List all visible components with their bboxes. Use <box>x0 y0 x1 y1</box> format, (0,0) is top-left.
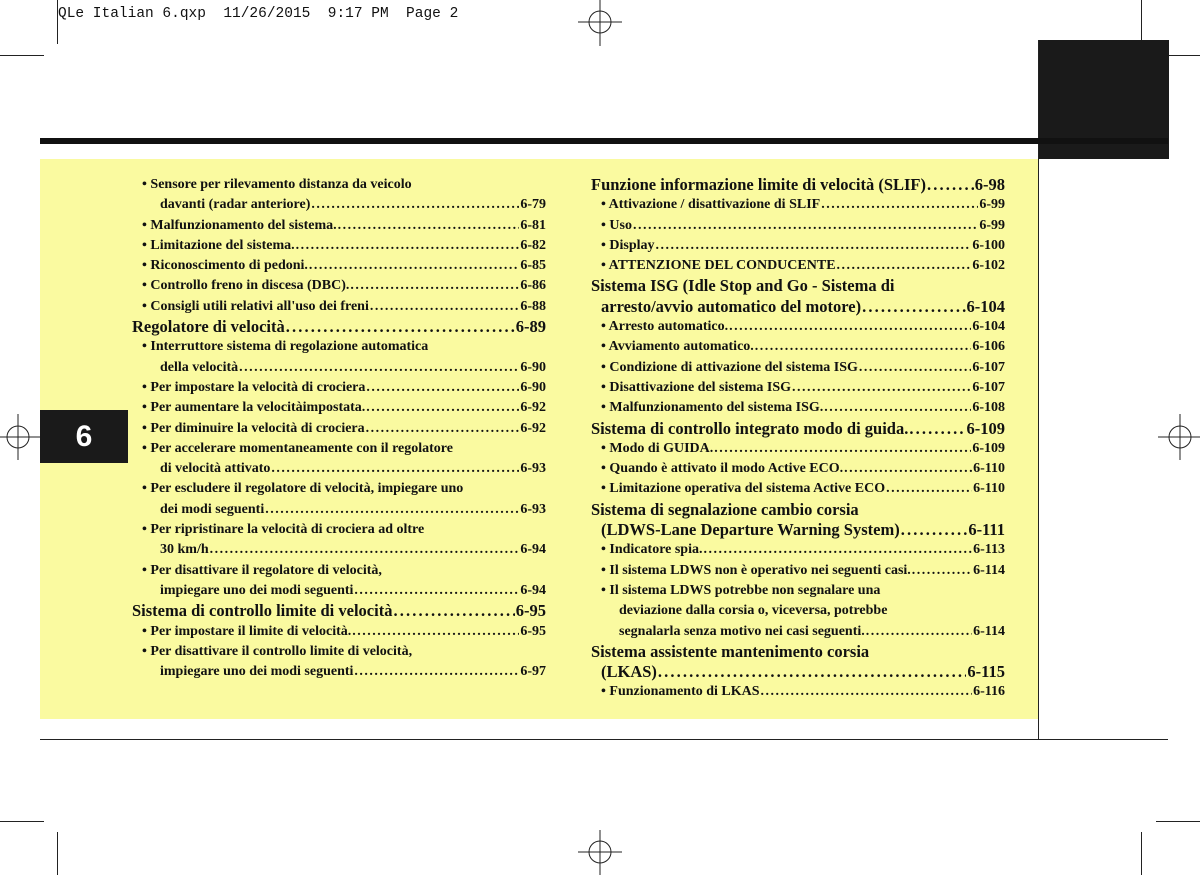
toc-heading-line: Sistema ISG (Idle Stop and Go - Sistema di <box>591 276 895 296</box>
registration-mark <box>570 0 630 50</box>
toc-page-number: 6-99 <box>979 197 1005 213</box>
toc-page-number: 6-94 <box>520 582 546 598</box>
chapter-tab <box>40 410 128 463</box>
toc-entry-title: • Per impostare il limite di velocità. <box>142 623 352 639</box>
toc-page-number: 6-81 <box>520 217 546 233</box>
toc-page-number: 6-114 <box>973 562 1005 578</box>
toc-page-number: 6-109 <box>966 418 1005 438</box>
registration-mark <box>570 828 630 875</box>
toc-page-number: 6-104 <box>966 296 1005 316</box>
toc-entry-title: 30 km/h <box>160 542 209 558</box>
toc-entry-line: deviazione dalla corsia o, viceversa, potrebbe <box>619 603 888 619</box>
toc-entry-title: Regolatore di velocità <box>132 317 285 337</box>
toc-page-number: 6-114 <box>973 623 1005 639</box>
leader-dots <box>296 236 520 256</box>
leader-dots <box>886 479 972 499</box>
bottom-rule <box>40 739 1168 740</box>
toc-entry[interactable] <box>591 358 1005 378</box>
toc-entry[interactable] <box>591 540 1005 560</box>
toc-page-number: 6-90 <box>520 379 546 395</box>
toc-entry[interactable] <box>591 682 1005 702</box>
toc-entry[interactable] <box>591 561 1005 581</box>
toc-page-number: 6-100 <box>972 237 1005 253</box>
leader-dots <box>824 398 971 418</box>
toc-entry[interactable] <box>591 337 1005 357</box>
toc-entry-title: arresto/avvio automatico del motore) <box>601 296 862 316</box>
toc-page-number: 6-107 <box>972 379 1005 395</box>
toc-entry-title: • Per diminuire la velocità di crociera <box>142 420 365 436</box>
toc-page-number: 6-111 <box>968 520 1005 540</box>
toc-entry-title: • Consigli utili relativi all'uso dei freni <box>142 298 369 314</box>
toc-entry-title: • Limitazione operativa del sistema Active ECO <box>601 481 886 497</box>
toc-page-number: 6-102 <box>972 258 1005 274</box>
toc-entry[interactable] <box>132 276 546 296</box>
leader-dots <box>239 358 519 378</box>
toc-entry-title: impiegare uno dei modi seguenti <box>160 664 354 680</box>
leader-dots <box>658 662 966 682</box>
leader-dots <box>866 622 972 642</box>
leader-dots <box>901 520 968 540</box>
toc-entry-line: • Per accelerare momentaneamente con il regolatore <box>142 440 453 456</box>
registration-mark <box>1156 412 1200 462</box>
toc-heading[interactable] <box>591 297 1005 317</box>
leader-dots <box>366 419 520 439</box>
toc-page-number: 6-79 <box>520 197 546 213</box>
toc-entry[interactable] <box>591 479 1005 499</box>
toc-entry[interactable] <box>132 256 546 276</box>
leader-dots <box>909 419 965 439</box>
crop-mark <box>57 0 58 44</box>
toc-entry-title: • Malfunzionamento del sistema ISG. <box>601 400 824 416</box>
toc-entry[interactable] <box>132 378 546 398</box>
toc-entry[interactable] <box>132 662 546 682</box>
toc-entry-line: • Il sistema LDWS potrebbe non segnalare una <box>601 582 881 598</box>
toc-entry-title: • Display <box>601 237 655 253</box>
registration-mark <box>0 412 44 462</box>
toc-entry-title: • ATTENZIONE DEL CONDUCENTE <box>601 258 836 274</box>
toc-page-number: 6-110 <box>973 461 1005 477</box>
toc-entry-title: Funzione informazione limite di velocità (SLIF) <box>591 175 927 194</box>
crop-mark <box>0 55 44 56</box>
leader-dots <box>633 216 978 236</box>
toc-entry[interactable] <box>132 581 546 601</box>
toc-entry-title: • Avviamento automatico. <box>601 339 754 355</box>
toc-entry-title: • Indicatore spia. <box>601 542 703 558</box>
toc-entry[interactable] <box>132 500 546 520</box>
toc-page-number: 6-99 <box>979 217 1005 233</box>
toc-page-number: 6-90 <box>520 359 546 375</box>
toc-entry-title: segnalarla senza motivo nei casi seguenti. <box>619 623 865 639</box>
leader-dots <box>844 459 972 479</box>
toc-page-number: 6-108 <box>972 400 1005 416</box>
chapter-number: 6 <box>75 419 93 453</box>
toc-entry-line: • Per disattivare il controllo limite di velocità, <box>142 643 413 659</box>
toc-entry-title: • Controllo freno in discesa (DBC). <box>142 278 350 294</box>
toc-entry-title: • Funzionamento di LKAS <box>601 684 760 700</box>
toc-entry-line: • Per ripristinare la velocità di crociera ad oltre <box>142 522 425 538</box>
leader-dots <box>859 358 971 378</box>
toc-entry-title: • Riconoscimento di pedoni. <box>142 258 308 274</box>
leader-dots <box>338 216 520 236</box>
toc-entry[interactable] <box>591 622 1005 642</box>
crop-mark <box>0 821 44 822</box>
toc-page-number: 6-104 <box>972 319 1005 335</box>
toc-entry-title: • Per impostare la velocità di crociera <box>142 379 366 395</box>
toc-entry[interactable] <box>132 195 546 215</box>
toc-entry[interactable] <box>132 236 546 256</box>
leader-dots <box>311 195 519 215</box>
toc-entry-title: (LKAS) <box>601 662 657 682</box>
crop-mark <box>57 832 58 875</box>
toc-entry-title: • Il sistema LDWS non è operativo nei seguenti casi. <box>601 562 911 578</box>
toc-entry[interactable] <box>591 317 1005 337</box>
toc-page-number: 6-97 <box>520 664 546 680</box>
leader-dots <box>286 317 515 337</box>
toc-heading[interactable] <box>591 175 1005 195</box>
leader-dots <box>656 236 972 256</box>
leader-dots <box>210 540 520 560</box>
toc-page-number: 6-92 <box>520 420 546 436</box>
toc-entry[interactable] <box>132 459 546 479</box>
toc-page-number: 6-85 <box>520 258 546 274</box>
toc-entry[interactable] <box>132 398 546 418</box>
toc-entry-line: • Sensore per rilevamento distanza da veicolo <box>142 177 412 192</box>
toc-heading[interactable] <box>591 662 1005 682</box>
toc-page-number: 6-116 <box>973 684 1005 700</box>
toc-entry-title: di velocità attivato <box>160 461 271 477</box>
toc-page-number: 6-107 <box>972 359 1005 375</box>
toc-column-right <box>591 175 1005 703</box>
crop-mark <box>1141 832 1142 875</box>
leader-dots <box>393 601 514 621</box>
leader-dots <box>755 337 972 357</box>
leader-dots <box>704 540 973 560</box>
toc-entry[interactable] <box>132 540 546 560</box>
leader-dots <box>792 378 971 398</box>
toc-entry[interactable] <box>591 439 1005 459</box>
toc-heading[interactable] <box>591 419 1005 439</box>
leader-dots <box>350 276 519 296</box>
toc-page-number: 6-93 <box>520 461 546 477</box>
toc-page-number: 6-89 <box>515 317 546 337</box>
header-rule <box>40 138 1168 144</box>
toc-entry-title: • Per aumentare la velocitàimpostata. <box>142 400 366 416</box>
leader-dots <box>352 622 519 642</box>
toc-page-number: 6-86 <box>520 278 546 294</box>
leader-dots <box>366 398 519 418</box>
toc-entry[interactable] <box>591 216 1005 236</box>
toc-entry-title: • Arresto automatico. <box>601 319 729 335</box>
crop-mark <box>1156 821 1200 822</box>
toc-page-number: 6-106 <box>972 339 1005 355</box>
toc-entry-title: • Disattivazione del sistema ISG <box>601 379 792 395</box>
toc-entry-title: Sistema di controllo integrato modo di guida. <box>591 418 909 438</box>
toc-entry-line: • Per escludere il regolatore di velocità, impiegare uno <box>142 481 464 497</box>
leader-dots <box>309 256 519 276</box>
print-slug: QLe Italian 6.qxp 11/26/2015 9:17 PM Page 2 <box>58 6 459 22</box>
leader-dots <box>927 175 974 195</box>
toc-page-number: 6-92 <box>520 400 546 416</box>
toc-entry-title: davanti (radar anteriore) <box>160 197 311 213</box>
toc-entry[interactable] <box>132 216 546 236</box>
leader-dots <box>271 459 519 479</box>
toc-entry[interactable] <box>132 419 546 439</box>
toc-entry-title: • Quando è attivato il modo Active ECO. <box>601 461 844 477</box>
leader-dots <box>761 682 973 702</box>
toc-page-number: 6-82 <box>520 237 546 253</box>
toc-entry-title: • Malfunzionamento del sistema. <box>142 217 337 233</box>
leader-dots <box>837 256 972 276</box>
leader-dots <box>821 195 978 215</box>
toc-entry[interactable] <box>591 398 1005 418</box>
toc-entry[interactable] <box>591 256 1005 276</box>
toc-page-number: 6-109 <box>972 440 1005 456</box>
leader-dots <box>912 561 972 581</box>
toc-page-number: 6-95 <box>520 623 546 639</box>
leader-dots <box>714 439 971 459</box>
toc-heading-line: Sistema di segnalazione cambio corsia <box>591 499 859 519</box>
leader-dots <box>366 378 519 398</box>
toc-page-number: 6-98 <box>974 175 1005 194</box>
toc-entry-title: impiegare uno dei modi seguenti <box>160 582 354 598</box>
toc-page-number: 6-110 <box>973 481 1005 497</box>
toc-page-number: 6-113 <box>973 542 1005 558</box>
toc-entry-title: • Condizione di attivazione del sistema ISG <box>601 359 858 375</box>
toc-entry-title: della velocità <box>160 359 239 375</box>
toc-entry[interactable] <box>132 297 546 317</box>
toc-entry[interactable] <box>591 378 1005 398</box>
toc-page-number: 6-115 <box>967 662 1005 682</box>
leader-dots <box>862 297 965 317</box>
toc-entry-title: • Attivazione / disattivazione di SLIF <box>601 197 821 213</box>
toc-entry-title: • Limitazione del sistema. <box>142 237 295 253</box>
toc-heading-line: Sistema assistente mantenimento corsia <box>591 641 870 661</box>
toc-entry-line: • Interruttore sistema di regolazione automatica <box>142 339 429 355</box>
toc-entry-title: dei modi seguenti <box>160 501 265 517</box>
toc-entry-line: • Per disattivare il regolatore di velocità, <box>142 562 382 578</box>
toc-entry[interactable] <box>591 195 1005 215</box>
leader-dots <box>370 297 519 317</box>
toc-entry[interactable] <box>132 622 546 642</box>
leader-dots <box>265 500 519 520</box>
toc-page-number: 6-88 <box>520 298 546 314</box>
crop-mark <box>1141 0 1142 44</box>
toc-page-number: 6-93 <box>520 501 546 517</box>
toc-page-number: 6-94 <box>520 542 546 558</box>
leader-dots <box>729 317 971 337</box>
leader-dots <box>354 662 519 682</box>
toc-column-left <box>132 175 546 682</box>
toc-heading[interactable] <box>132 317 546 337</box>
toc-entry-title: • Uso <box>601 217 632 233</box>
toc-heading[interactable] <box>591 520 1005 540</box>
toc-entry[interactable] <box>132 358 546 378</box>
toc-entry-title: (LDWS-Lane Departure Warning System) <box>601 520 900 540</box>
toc-entry-title: • Modo di GUIDA. <box>601 440 714 456</box>
toc-entry[interactable] <box>591 236 1005 256</box>
toc-page-number: 6-95 <box>515 601 546 621</box>
leader-dots <box>354 581 519 601</box>
toc-entry[interactable] <box>591 459 1005 479</box>
toc-entry-title: Sistema di controllo limite di velocità <box>132 601 393 621</box>
toc-heading[interactable] <box>132 601 546 621</box>
